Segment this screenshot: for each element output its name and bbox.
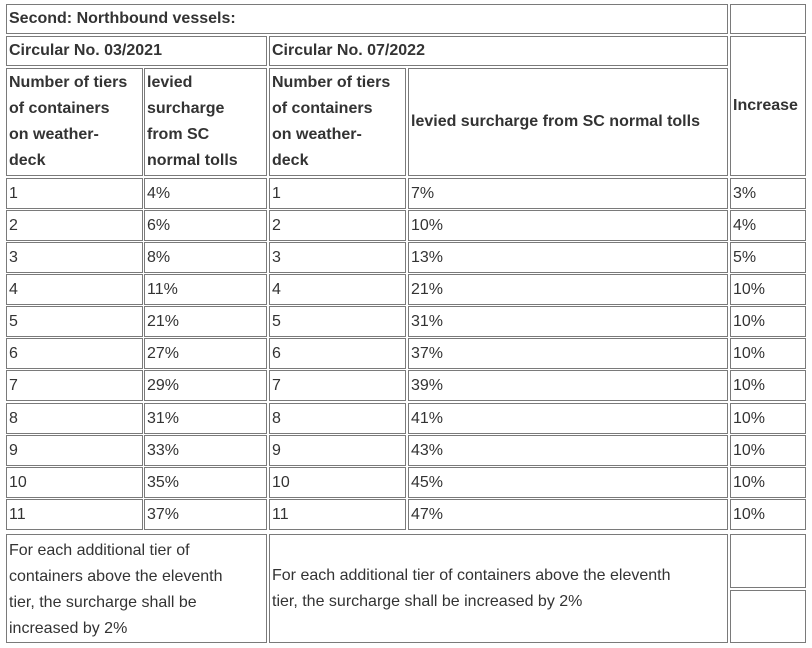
tiers-old-cell: 9 [6, 435, 143, 466]
surcharge-old-header [144, 68, 267, 176]
surcharge-old-cell: 35% [144, 467, 267, 498]
circular-new-header: Circular No. 07/2022 [269, 36, 728, 66]
footer-line: tier, the surcharge shall be increased by 2% [272, 593, 583, 610]
header-line: Number of tiers [9, 74, 128, 91]
surcharge-old-cell: 6% [144, 210, 267, 241]
header-line: deck [9, 152, 46, 169]
footer-line: containers above the eleventh [9, 568, 223, 585]
footer-line: For each additional tier of containers above the eleventh [272, 567, 671, 584]
increase-cell: 5% [730, 242, 806, 273]
increase-cell: 10% [730, 403, 806, 434]
surcharge-old-cell: 21% [144, 306, 267, 337]
increase-cell: 10% [730, 435, 806, 466]
surcharge-new-cell: 13% [408, 242, 728, 273]
tiers-new-cell: 3 [269, 242, 406, 273]
tiers-new-header [269, 68, 406, 176]
surcharge-new-cell: 7% [408, 178, 728, 209]
surcharge-new-cell: 39% [408, 370, 728, 401]
tiers-new-cell: 7 [269, 370, 406, 401]
tiers-old-cell: 1 [6, 178, 143, 209]
surcharge-new-header [408, 68, 728, 176]
tiers-old-cell: 5 [6, 306, 143, 337]
surcharge-old-cell: 29% [144, 370, 267, 401]
header-line: from SC [147, 126, 210, 143]
surcharge-new-cell: 10% [408, 210, 728, 241]
surcharge-old-cell: 37% [144, 499, 267, 530]
surcharge-old-cell: 31% [144, 403, 267, 434]
increase-cell: 10% [730, 499, 806, 530]
increase-cell: 10% [730, 370, 806, 401]
increase-cell: 10% [730, 274, 806, 305]
header-line: of containers [272, 100, 373, 117]
tiers-old-header [6, 68, 143, 176]
circular-old-header: Circular No. 03/2021 [6, 36, 267, 66]
surcharge-new-cell: 37% [408, 338, 728, 369]
increase-cell: 10% [730, 306, 806, 337]
tiers-old-cell: 7 [6, 370, 143, 401]
surcharge-old-cell: 27% [144, 338, 267, 369]
header-line: levied [147, 74, 193, 91]
increase-cell: 4% [730, 210, 806, 241]
table-title: Second: Northbound vessels: [6, 4, 728, 34]
empty-cell [730, 4, 806, 34]
tiers-new-cell: 6 [269, 338, 406, 369]
tiers-old-cell: 6 [6, 338, 143, 369]
surcharge-old-cell: 4% [144, 178, 267, 209]
surcharge-old-cell: 11% [144, 274, 267, 305]
increase-cell: 10% [730, 338, 806, 369]
increase-header [730, 36, 806, 176]
tiers-old-cell: 3 [6, 242, 143, 273]
tiers-old-cell: 8 [6, 403, 143, 434]
surcharge-new-cell: 21% [408, 274, 728, 305]
surcharge-new-cell: 45% [408, 467, 728, 498]
tiers-new-cell: 8 [269, 403, 406, 434]
header-line: on weather- [9, 126, 99, 143]
increase-cell: 3% [730, 178, 806, 209]
header-line: Number of tiers [272, 74, 391, 91]
header-line: deck [272, 152, 309, 169]
tiers-new-cell: 11 [269, 499, 406, 530]
tiers-old-cell: 2 [6, 210, 143, 241]
surcharge-old-cell: 8% [144, 242, 267, 273]
footer-new-note [269, 534, 728, 643]
surcharge-new-cell: 41% [408, 403, 728, 434]
increase-header-text: Increase [733, 97, 798, 114]
tiers-new-cell: 4 [269, 274, 406, 305]
surcharge-new-cell: 47% [408, 499, 728, 530]
tiers-new-cell: 10 [269, 467, 406, 498]
header-line: of containers [9, 100, 110, 117]
tiers-new-cell: 5 [269, 306, 406, 337]
footer-old-note [6, 534, 267, 643]
tiers-new-cell: 2 [269, 210, 406, 241]
footer-line: For each additional tier of [9, 542, 190, 559]
tiers-new-cell: 1 [269, 178, 406, 209]
surcharge-new-cell: 31% [408, 306, 728, 337]
empty-cell [730, 590, 806, 643]
tiers-old-cell: 4 [6, 274, 143, 305]
footer-line: tier, the surcharge shall be [9, 594, 197, 611]
surcharge-new-cell: 43% [408, 435, 728, 466]
empty-cell [730, 534, 806, 588]
tiers-new-cell: 9 [269, 435, 406, 466]
increase-cell: 10% [730, 467, 806, 498]
tiers-old-cell: 11 [6, 499, 143, 530]
tiers-old-cell: 10 [6, 467, 143, 498]
header-line: levied surcharge from SC normal tolls [411, 113, 700, 130]
header-line: normal tolls [147, 152, 238, 169]
header-line: on weather- [272, 126, 362, 143]
header-line: surcharge [147, 100, 225, 117]
footer-line: increased by 2% [9, 620, 128, 637]
surcharge-old-cell: 33% [144, 435, 267, 466]
